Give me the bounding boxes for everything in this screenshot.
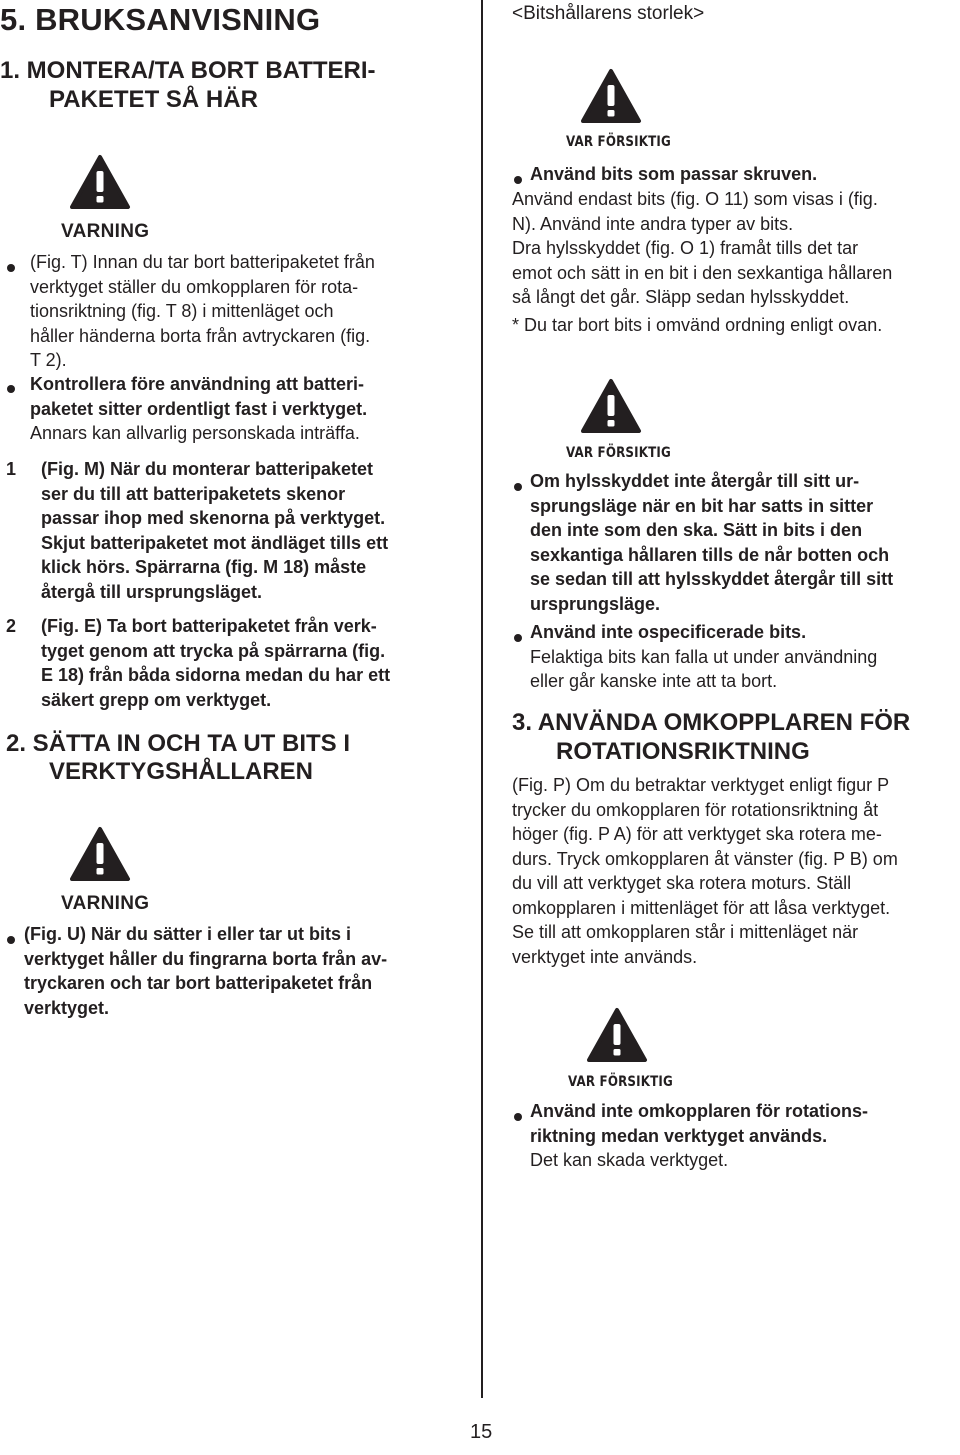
- bullet-dot-icon: [7, 264, 15, 272]
- bullet-1-line: tionsriktning (fig. T 8) i mittenläget och: [30, 301, 334, 321]
- warning-triangle-icon: [69, 826, 131, 882]
- caution-1-line: Dra hylsskyddet (fig. O 1) framåt tills det tar: [512, 238, 859, 258]
- bullet-3-line: verktyget.: [24, 997, 110, 1018]
- bullet-dot-icon: [7, 385, 15, 393]
- caution-1-line: N). Använd inte andra typer av bits.: [512, 213, 794, 234]
- step-1-line: passar ihop med skenorna på verktyget.: [41, 508, 386, 528]
- paragraph-line: Se till att omkopplaren står i mittenläget när: [512, 922, 859, 942]
- paragraph-line: trycker du omkopplaren för rotationsriktning åt: [512, 799, 879, 820]
- caution-2-bullet-1-line: sexkantiga hållaren tills de når botten och: [530, 544, 890, 565]
- bullet-2-line: Kontrollera före användning att batteri-: [30, 374, 365, 394]
- warning-triangle-icon: [580, 378, 642, 434]
- paragraph-line: durs. Tryck omkopplaren åt vänster (fig. P B) om: [512, 848, 898, 869]
- caution-2-bullet-2-line: eller går kanske inte att ta bort.: [530, 671, 778, 691]
- subheading-1-line-2: PAKETET SÅ HÄR: [49, 86, 258, 113]
- step-1-line: Skjut batteripaketet mot ändläget tills ett: [41, 532, 389, 553]
- bullet-dot-icon: [514, 176, 522, 184]
- caution-1-bullet: [530, 162, 817, 187]
- caution-2-bullet-1-line: se sedan till att hylsskyddet återgår till sitt: [530, 569, 894, 589]
- paragraph-line: (Fig. P) Om du betraktar verktyget enligt figur P: [512, 775, 890, 795]
- step-1-line: (Fig. M) När du monterar batteripaketet: [41, 459, 374, 479]
- caution-1-text: [512, 187, 892, 310]
- caution-label-1: VAR FÖRSIKTIG: [566, 134, 671, 150]
- caution-2-bullet-1-line: sprungsläge när en bit har satts in sitter: [530, 495, 874, 516]
- caution-2-bullet-1-line: Om hylsskyddet inte återgår till sitt ur-: [530, 471, 860, 491]
- step-2-text: [41, 614, 390, 712]
- rotation-paragraph: [512, 773, 898, 969]
- page-number: 15: [470, 1421, 493, 1443]
- bullet-1-line: håller händerna borta från avtryckaren (fig.: [30, 325, 371, 346]
- paragraph-line: höger (fig. P A) för att verktyget ska rotera me-: [512, 824, 882, 844]
- bullet-dot-icon: [7, 936, 15, 944]
- step-2-line: säkert grepp om verktyget.: [41, 689, 272, 710]
- column-divider: [481, 0, 483, 1398]
- bullet-2-text: [30, 372, 367, 446]
- step-1-line: återgå till ursprungsläget.: [41, 581, 263, 602]
- caution-3-line: riktning medan verktyget används.: [530, 1125, 828, 1146]
- step-1-number: 1: [6, 459, 17, 479]
- caution-2-bullet-2: [530, 620, 877, 694]
- caution-2-bullet-2-bold: Använd inte ospecificerade bits.: [530, 622, 807, 642]
- bullet-1-text: [30, 250, 375, 373]
- caution-label-2: VAR FÖRSIKTIG: [566, 445, 671, 461]
- warning-triangle-icon: [586, 1007, 648, 1063]
- paragraph-line: du vill att verktyget ska rotera moturs. Ställ: [512, 873, 852, 893]
- warning-triangle-icon: [580, 68, 642, 124]
- section-heading: 5. BRUKSANVISNING: [0, 2, 321, 37]
- bullet-1-line: (Fig. T) Innan du tar bort batteripaketet från: [30, 252, 375, 272]
- bullet-dot-icon: [514, 1113, 522, 1121]
- subheading-3-line-2: ROTATIONSRIKTNING: [556, 738, 810, 765]
- paragraph-line: omkopplaren i mittenläget för att låsa verktyget.: [512, 897, 891, 918]
- step-1-line: klick hörs. Spärrarna (fig. M 18) måste: [41, 557, 367, 577]
- caution-1-note: * Du tar bort bits i omvänd ordning enligt ovan.: [512, 315, 883, 335]
- step-1-line: ser du till att batteripaketets skenor: [41, 483, 346, 504]
- bullet-3-line: verktyget håller du fingrarna borta från av-: [24, 948, 388, 969]
- caution-2-bullet-1: [530, 469, 893, 616]
- caution-1-bullet-bold: Använd bits som passar skruven.: [530, 164, 818, 184]
- subheading-2-line-1: 2. SÄTTA IN OCH TA UT BITS I: [6, 730, 350, 757]
- bullet-3-line: tryckaren och tar bort batteripaketet från: [24, 973, 373, 993]
- caution-3-line: Det kan skada verktyget.: [530, 1150, 729, 1170]
- caution-2-bullet-1-line: ursprungsläge.: [530, 593, 661, 614]
- step-2-line: tyget genom att trycka på spärrarna (fig.: [41, 640, 386, 661]
- caution-3-line: Använd inte omkopplaren för rotations-: [530, 1101, 869, 1121]
- warning-label-2: VARNING: [61, 893, 150, 914]
- caution-2-bullet-1-line: den inte som den ska. Sätt in bits i den: [530, 520, 863, 540]
- warning-label-1: VARNING: [61, 221, 150, 242]
- bit-size-heading: <Bitshållarens storlek>: [512, 3, 705, 24]
- caution-label-3: VAR FÖRSIKTIG: [568, 1074, 673, 1090]
- bullet-2-line: Annars kan allvarlig personskada inträffa.: [30, 423, 360, 443]
- subheading-1-line-1: 1. MONTERA/TA BORT BATTERI-: [0, 57, 376, 84]
- step-2-number: 2: [6, 616, 17, 636]
- subheading-2-line-2: VERKTYGSHÅLLAREN: [49, 758, 314, 785]
- step-2-line: E 18) från båda sidorna medan du har ett: [41, 665, 391, 685]
- bullet-dot-icon: [514, 483, 522, 491]
- subheading-3-line-1: 3. ANVÄNDA OMKOPPLAREN FÖR: [512, 709, 911, 736]
- bullet-2-line: paketet sitter ordentligt fast i verktyget.: [30, 398, 368, 419]
- bullet-1-line: T 2).: [30, 350, 67, 370]
- caution-1-line: Använd endast bits (fig. O 11) som visas i (fig.: [512, 189, 878, 209]
- caution-2-bullet-2-line: Felaktiga bits kan falla ut under användning: [530, 646, 878, 667]
- bullet-dot-icon: [514, 634, 522, 642]
- bullet-3-line: (Fig. U) När du sätter i eller tar ut bits i: [24, 924, 352, 944]
- step-1-text: [41, 457, 388, 604]
- caution-1-line: så långt det går. Släpp sedan hylsskyddet.: [512, 287, 850, 307]
- bullet-1-line: verktyget ställer du omkopplaren för rota-: [30, 276, 359, 297]
- caution-1-line: emot och sätt in en bit i den sexkantiga hållaren: [512, 262, 893, 283]
- caution-3-bullet: [530, 1099, 868, 1173]
- paragraph-line: verktyget inte används.: [512, 946, 698, 967]
- bullet-3-text: [24, 922, 387, 1020]
- warning-triangle-icon: [69, 154, 131, 210]
- step-2-line: (Fig. E) Ta bort batteripaketet från verk-: [41, 616, 377, 636]
